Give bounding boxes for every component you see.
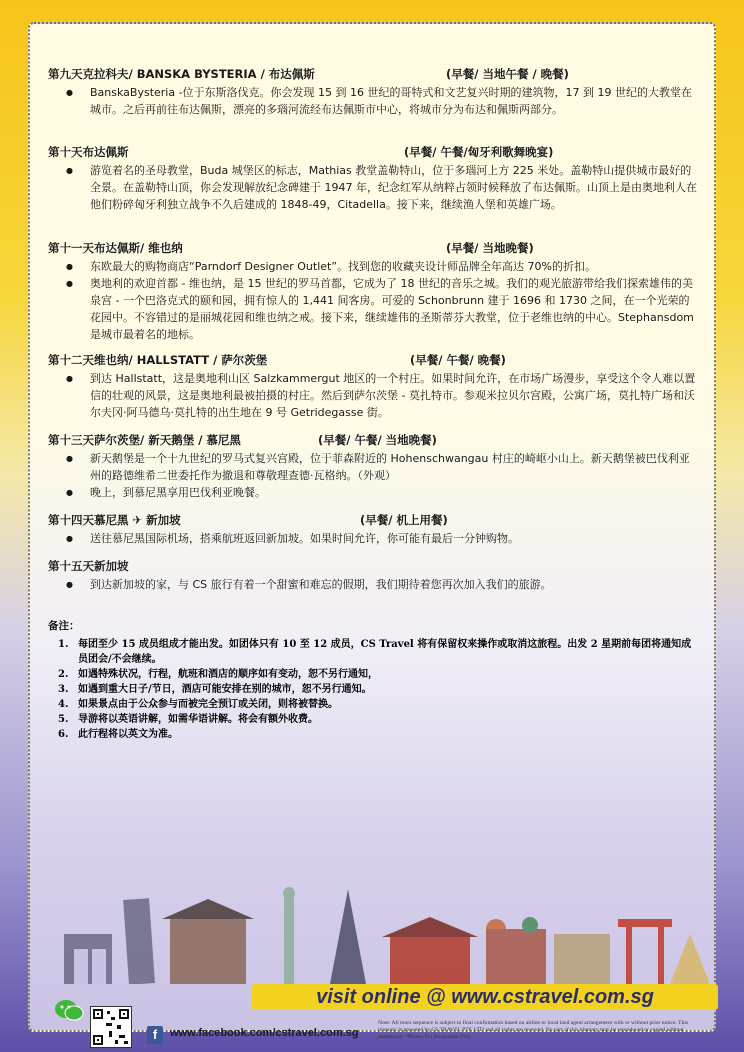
day-meals: (早餐/ 当地晚餐) [446, 241, 534, 255]
notes-title: 备注： [48, 620, 80, 632]
day-9 [48, 66, 698, 118]
day-meals: (早餐/ 机上用餐) [360, 513, 448, 527]
qr-code-icon[interactable] [90, 1006, 132, 1048]
note-number: 5. [58, 714, 69, 725]
list-item: ● 到达 Hallstatt，这是奥地利山区 Salzkammergut 地区的一个村庄。如果时间允许，在市场广场漫步，享受这个令人难以置信的壮观的风景，这是奥地利最被拍摄的村庄。然后到萨尔茨堡 - 莫扎特市。参观米拉贝尔宫殿，公寓广场，莫扎特广场和沃尔夫冈·阿马德乌·莫扎特的出生地在 9 号 Getridegasse 街。 [90, 370, 698, 421]
note-item [48, 667, 698, 682]
day-title: 第十天布达佩斯 [48, 145, 129, 159]
note-number: 3. [58, 684, 69, 695]
facebook-link[interactable]: www.facebook.com/cstravel.com.sg [170, 1027, 359, 1039]
day-meals: (早餐/ 午餐/匈牙利歌舞晚宴) [404, 145, 554, 159]
day-meals: (早餐/ 午餐/ 当地晚餐) [318, 433, 437, 447]
landmarks-skyline-illustration [30, 879, 714, 984]
note-text: 此行程将以英文为准。 [78, 729, 178, 740]
day-13 [48, 432, 698, 501]
note-item [48, 727, 698, 742]
list-item: ● 到达新加坡的家，与 CS 旅行有着一个甜蜜和难忘的假期，我们期待着您再次加入我们的旅游。 [90, 576, 698, 593]
day-title: 第十五天新加坡 [48, 559, 129, 573]
itinerary-page [28, 22, 716, 1042]
note-item [48, 712, 698, 727]
note-text: 如遇特殊状况，行程，航班和酒店的顺序如有变动，恕不另行通知， [78, 669, 378, 680]
day-15 [48, 558, 698, 593]
note-item [48, 637, 698, 667]
website-link[interactable]: visit online @ www.cstravel.com.sg [252, 984, 718, 1010]
day-title: 第九天克拉科夫/ BANSKA BYSTERIA / 布达佩斯 [48, 67, 315, 81]
day-10 [48, 144, 698, 213]
day-14 [48, 512, 698, 547]
note-number: 2. [58, 669, 69, 680]
list-item: ● 新天鹅堡是一个十九世纪的罗马式复兴宫殿，位于菲森附近的 Hohenschwangau 村庄的崎岖小山上。新天鹅堡被巴伐利亚州的路德维希二世委托作为撤退和尊敬理查德·瓦格纳。（外观） [90, 450, 698, 484]
day-title: 第十三天萨尔茨堡/ 新天鹅堡 / 慕尼黑 [48, 433, 241, 447]
note-number: 1. [58, 639, 69, 650]
day-title: 第十二天维也纳/ HALLSTATT / 萨尔茨堡 [48, 353, 268, 367]
day-12 [48, 352, 698, 421]
list-item: ● 东欧最大的购物商店“Parndorf Designer Outlet”。找到您的收藏夹设计师品牌全年高达 70%的折扣。 [90, 258, 698, 275]
note-text: 导游将以英语讲解，如需华语讲解。将会有额外收费。 [78, 714, 318, 725]
note-text: 如果景点由于公众参与而被完全预订或关闭，则将被替换。 [78, 699, 338, 710]
day-title: 第十一天布达佩斯/ 维也纳 [48, 241, 183, 255]
wechat-icon[interactable] [54, 998, 84, 1022]
day-11 [48, 240, 698, 343]
list-item: ● 送往慕尼黑国际机场，搭乘航班返回新加坡。如果时间允许，你可能有最后一分钟购物。 [90, 530, 698, 547]
note-number: 6. [58, 729, 69, 740]
list-item: ● BanskaBysteria -位于东斯洛伐克。你会发现 15 到 16 世纪的哥特式和文艺复兴时期的建筑物，17 到 19 世纪的大教堂在城市。之后再前往布达佩斯，漂亮的多瑙河流经布达佩斯市中心，将城市分为布达和佩斯两部分。 [90, 84, 698, 118]
note-text: 如遇到重大日子/节日，酒店可能安排在别的城市，恕不另行通知。 [78, 684, 372, 695]
disclaimer-text: Note: All tours sequence is subject to final confirmation based on airline or local land agent arrangement with or without prior notice. This itinerary is prepared by CS TRAVEL PTE LTD and all rights are reserved. No part of this itinerary may be reproduced or copied without permission. *Photos For Illustration Only [378, 1020, 689, 1040]
day-meals: (早餐/ 当地午餐 / 晚餐) [446, 67, 569, 81]
facebook-icon[interactable]: f [147, 1026, 163, 1044]
note-item [48, 697, 698, 712]
note-number: 4. [58, 699, 69, 710]
notes-section [48, 618, 698, 742]
note-item [48, 682, 698, 697]
day-meals: (早餐/ 午餐/ 晚餐) [410, 353, 506, 367]
footer [30, 1010, 714, 1042]
day-title: 第十四天慕尼黑 ✈ 新加坡 [48, 513, 181, 527]
list-item: ● 晚上，到慕尼黑享用巴伐利亚晚餐。 [90, 484, 698, 501]
note-text: 每团至少 15 成员组成才能出发。如团体只有 10 至 12 成员，CS Travel 将有保留权来操作或取消这旅程。出发 2 星期前每团将通知成员团会/不会继续。 [78, 639, 692, 665]
list-item: ● 奥地利的欢迎首都 - 维也纳，是 15 世纪的罗马首都，它成为了 18 世纪的音乐之城。我们的观光旅游带给我们探索雄伟的美泉宫 - 一个巴洛克式的颐和园，拥有惊人的 1,441 间客房。可爱的 Schonbrunn 建于 1696 和 1730 之间，在一个光荣的花园中。不容错过的是丽城花园和维也纳之戒。接下来，继续雄伟的圣斯蒂芬大教堂，位于老维也纳的中心。Stephansdom 是城市最着名的地标。 [90, 275, 698, 343]
list-item: ● 游览着名的圣母教堂，Buda 城堡区的标志，Mathias 教堂盖勒特山，位于多瑙河上方 225 米处。盖勒特山提供城市最好的全景。在盖勒特山顶，你会发现解放纪念碑建于 1947 年，纪念红军从纳粹占领时候释放了布达佩斯。山顶上是由奥地利人在他们粉碎匈牙利独立战争不久后建成的 1848-49，Citadella。接下来，继续渔人堡和英雄广场。 [90, 162, 698, 213]
